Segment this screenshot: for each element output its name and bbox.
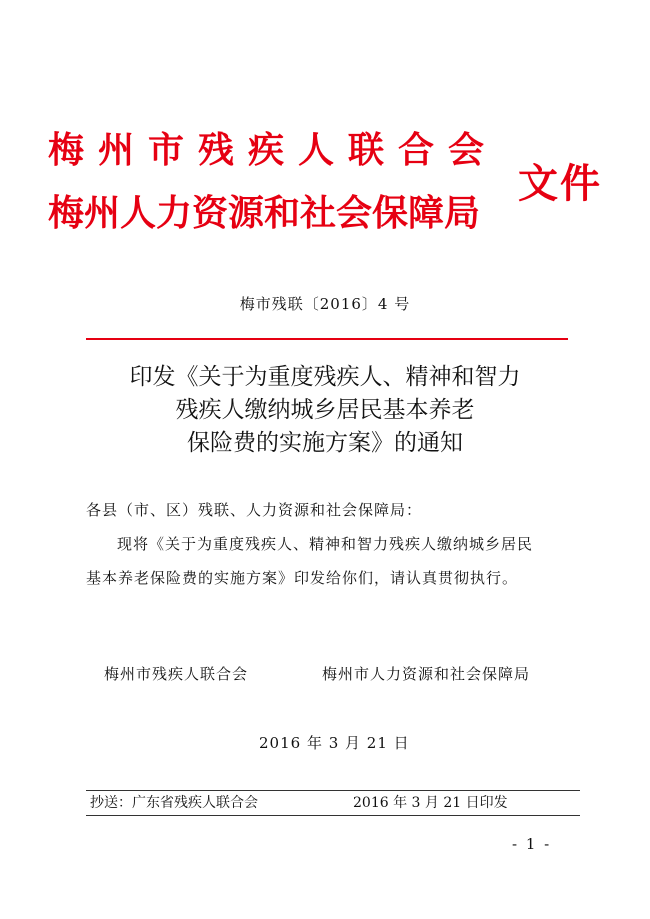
body-paragraph-line-2: 基本养老保险费的实施方案》印发给你们，请认真贯彻执行。: [86, 569, 519, 587]
footer-top-rule: [86, 790, 580, 791]
document-title-line-1: 印发《关于为重度残疾人、精神和智力: [129, 364, 521, 390]
body-paragraph-line-1: 现将《关于为重度残疾人、精神和智力残疾人缴纳城乡居民: [117, 535, 534, 553]
signature-date: 2016 年 3 月 21 日: [259, 734, 410, 752]
issuer-line-2: 梅州人力资源和社会保障局: [48, 193, 481, 234]
print-date: 2016 年 3 月 21 日印发: [353, 795, 508, 811]
signature-org-1: 梅州市残疾人联合会: [104, 665, 249, 683]
header-red-divider: [86, 338, 568, 340]
document-title-line-3: 保险费的实施方案》的通知: [187, 430, 463, 456]
page-number: - 1 -: [512, 835, 552, 853]
footer-bottom-rule: [86, 815, 580, 816]
document-number: 梅市残联〔2016〕4 号: [239, 295, 411, 313]
signature-org-2: 梅州市人力资源和社会保障局: [322, 665, 531, 683]
issuer-line-1: 梅州市残疾人联合会: [48, 130, 499, 171]
document-title-line-2: 残疾人缴纳城乡居民基本养老: [175, 397, 475, 423]
document-type-label: 文件: [518, 161, 602, 207]
cc-recipients: 抄送：广东省残疾人联合会: [90, 795, 258, 811]
salutation: 各县（市、区）残联、人力资源和社会保障局：: [86, 501, 423, 519]
